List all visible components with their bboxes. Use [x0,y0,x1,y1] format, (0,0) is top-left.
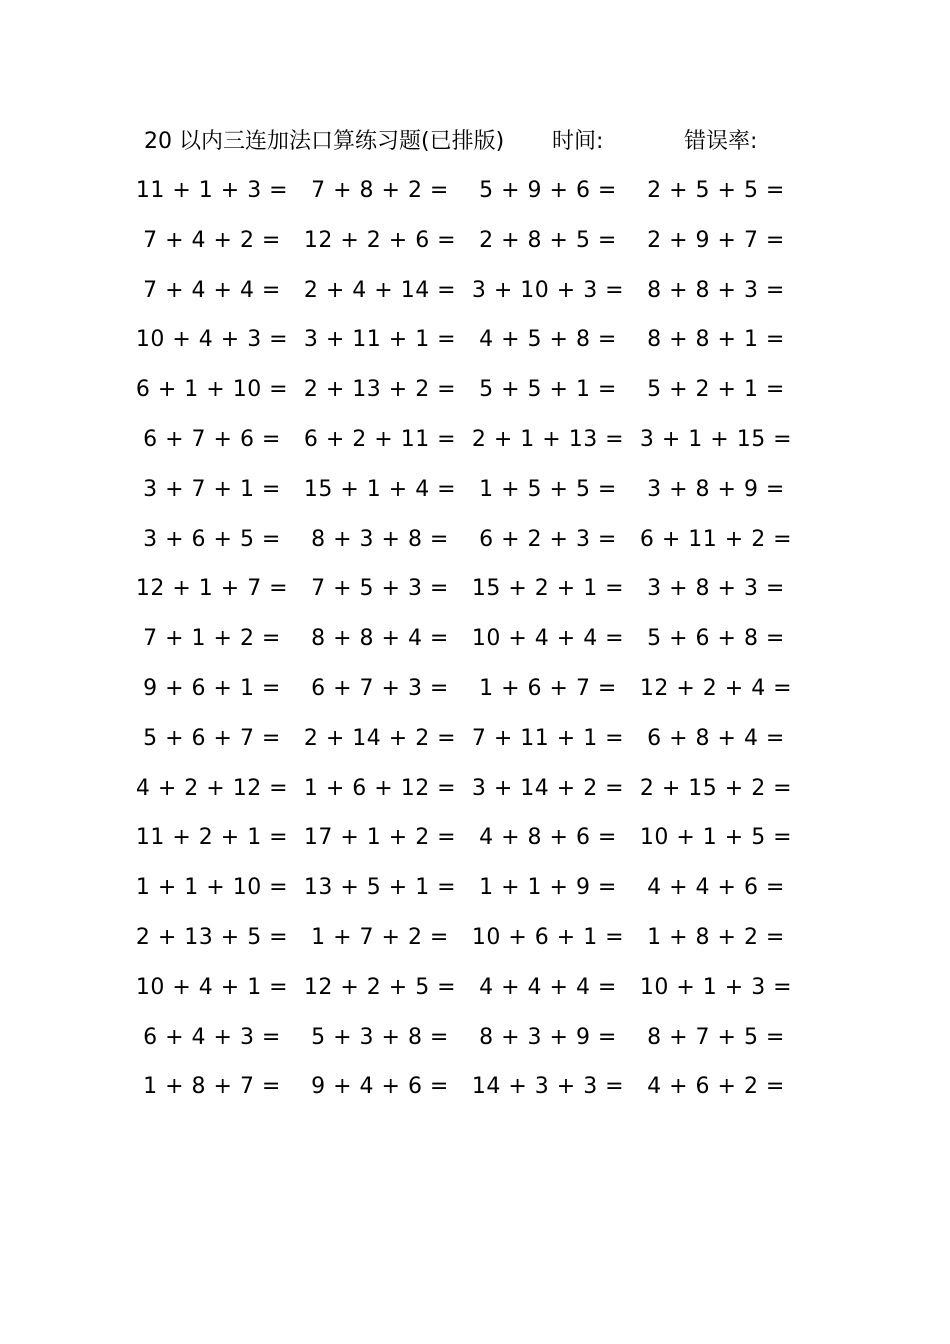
addition-problem: 6 + 4 + 3 = [143,1024,281,1050]
addition-problem: 3 + 7 + 1 = [143,476,281,502]
problem-row [128,515,800,565]
addition-problem: 17 + 1 + 2 = [303,825,457,851]
addition-problem: 3 + 6 + 5 = [143,526,281,552]
addition-problem: 4 + 5 + 8 = [479,327,617,353]
addition-problem: 1 + 1 + 9 = [479,875,617,901]
addition-problem: 4 + 8 + 6 = [479,825,617,851]
addition-problem: 1 + 8 + 2 = [647,924,785,950]
addition-problem: 7 + 1 + 2 = [143,626,281,652]
addition-problem: 9 + 4 + 6 = [311,1074,449,1100]
worksheet-header [144,124,784,160]
addition-problem: 8 + 3 + 8 = [311,526,449,552]
addition-problem: 8 + 7 + 5 = [647,1024,785,1050]
problem-row [128,315,800,365]
addition-problem: 5 + 9 + 6 = [479,178,617,203]
addition-problem: 1 + 7 + 2 = [311,924,449,950]
addition-problem: 4 + 6 + 2 = [647,1074,785,1100]
addition-problem: 2 + 1 + 13 = [471,426,625,452]
error-rate-label: 错误率: [684,129,758,154]
problem-row [128,1013,800,1063]
problem-row [128,216,800,266]
problem-row [128,415,800,465]
addition-problem: 6 + 7 + 6 = [143,426,281,452]
problem-row [128,1062,800,1112]
problem-row [128,714,800,764]
addition-problem: 10 + 1 + 5 = [639,825,793,851]
time-label: 时间: [552,129,604,154]
addition-problem: 1 + 6 + 12 = [303,775,457,801]
addition-problem: 5 + 3 + 8 = [311,1024,449,1050]
addition-problem: 2 + 13 + 5 = [135,924,289,950]
addition-problem: 3 + 10 + 3 = [471,277,625,303]
addition-problem: 8 + 8 + 3 = [647,277,785,303]
addition-problem: 3 + 8 + 9 = [647,476,785,502]
worksheet-title: 20 以内三连加法口算练习题(已排版) [144,129,505,154]
addition-problem: 6 + 8 + 4 = [647,725,785,751]
addition-problem: 10 + 4 + 1 = [135,974,289,1000]
addition-problem: 4 + 4 + 4 = [479,974,617,1000]
addition-problem: 7 + 4 + 4 = [143,277,281,303]
addition-problem: 8 + 8 + 1 = [647,327,785,353]
addition-problem: 10 + 4 + 4 = [471,626,625,652]
addition-problem: 8 + 3 + 9 = [479,1024,617,1050]
addition-problem: 11 + 2 + 1 = [135,825,289,851]
addition-problem: 7 + 11 + 1 = [471,725,625,751]
addition-problem: 2 + 14 + 2 = [303,725,457,751]
addition-problem: 6 + 1 + 10 = [135,377,289,403]
addition-problem: 3 + 8 + 3 = [647,576,785,602]
addition-problem: 6 + 2 + 11 = [303,426,457,452]
addition-problem: 3 + 14 + 2 = [471,775,625,801]
problem-row [128,564,800,614]
problem-row [128,465,800,515]
addition-problem: 7 + 4 + 2 = [143,227,281,253]
addition-problem: 6 + 2 + 3 = [479,526,617,552]
problem-grid [128,166,800,1112]
addition-problem: 5 + 2 + 1 = [647,377,785,403]
addition-problem: 10 + 1 + 3 = [639,974,793,1000]
addition-problem: 7 + 8 + 2 = [311,178,449,203]
addition-problem: 1 + 5 + 5 = [479,476,617,502]
addition-problem: 2 + 15 + 2 = [639,775,793,801]
problem-row [128,963,800,1013]
addition-problem: 12 + 1 + 7 = [135,576,289,602]
addition-problem: 7 + 5 + 3 = [311,576,449,602]
problem-row [128,764,800,814]
problem-row [128,166,800,216]
addition-problem: 6 + 11 + 2 = [639,526,793,552]
problem-row [128,913,800,963]
addition-problem: 1 + 6 + 7 = [479,675,617,701]
addition-problem: 10 + 4 + 3 = [135,327,289,353]
addition-problem: 13 + 5 + 1 = [303,875,457,901]
addition-problem: 5 + 6 + 7 = [143,725,281,751]
problem-row [128,863,800,913]
addition-problem: 9 + 6 + 1 = [143,675,281,701]
addition-problem: 2 + 9 + 7 = [647,227,785,253]
addition-problem: 1 + 8 + 7 = [143,1074,281,1100]
addition-problem: 2 + 4 + 14 = [303,277,457,303]
problem-row [128,614,800,664]
addition-problem: 3 + 11 + 1 = [303,327,457,353]
addition-problem: 2 + 13 + 2 = [303,377,457,403]
addition-problem: 11 + 1 + 3 = [135,178,289,203]
addition-problem: 15 + 1 + 4 = [303,476,457,502]
addition-problem: 1 + 1 + 10 = [135,875,289,901]
addition-problem: 10 + 6 + 1 = [471,924,625,950]
addition-problem: 2 + 8 + 5 = [479,227,617,253]
addition-problem: 4 + 4 + 6 = [647,875,785,901]
addition-problem: 12 + 2 + 5 = [303,974,457,1000]
addition-problem: 12 + 2 + 6 = [303,227,457,253]
addition-problem: 3 + 1 + 15 = [639,426,793,452]
addition-problem: 12 + 2 + 4 = [639,675,793,701]
addition-problem: 14 + 3 + 3 = [471,1074,625,1100]
problem-row [128,664,800,714]
problem-row [128,813,800,863]
addition-problem: 15 + 2 + 1 = [471,576,625,602]
addition-problem: 5 + 6 + 8 = [647,626,785,652]
addition-problem: 6 + 7 + 3 = [311,675,449,701]
addition-problem: 2 + 5 + 5 = [647,178,785,203]
addition-problem: 4 + 2 + 12 = [135,775,289,801]
problem-row [128,365,800,415]
addition-problem: 5 + 5 + 1 = [479,377,617,403]
problem-row [128,266,800,316]
addition-problem: 8 + 8 + 4 = [311,626,449,652]
